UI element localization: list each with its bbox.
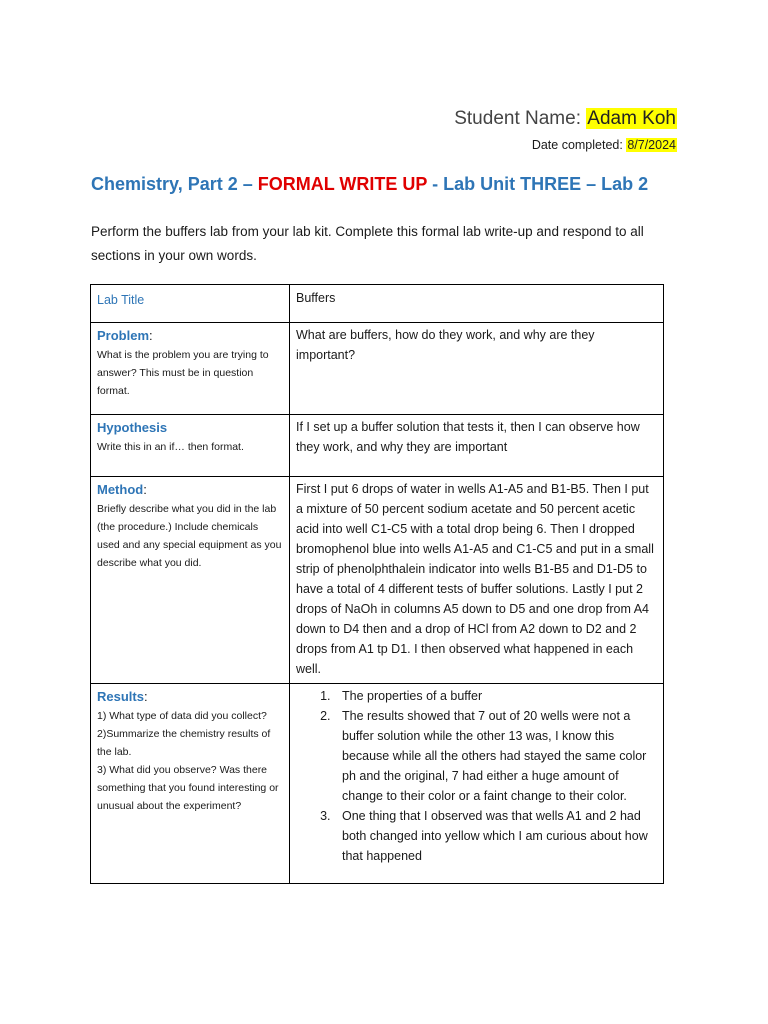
results-answer-list bbox=[296, 686, 657, 866]
hypothesis-answer-cell bbox=[290, 415, 664, 477]
problem-heading: Problem: bbox=[97, 328, 153, 343]
title-part-1: Chemistry, Part 2 – bbox=[91, 174, 258, 194]
date-completed-line bbox=[532, 138, 677, 152]
student-name-value: Adam Koh bbox=[587, 108, 676, 129]
results-heading: Results: bbox=[97, 689, 148, 704]
results-item-2: 2. The results showed that 7 out of 20 wells were not a buffer solution while the other 13 was, I know this because while all the others had stayed the same color ph and the original, 7 had either a huge amount of change to their color or a faint change to their color. bbox=[334, 706, 657, 806]
date-completed-label: Date completed: bbox=[531, 138, 623, 152]
hypothesis-label: Hypothesis bbox=[97, 420, 168, 435]
problem-label: Problem bbox=[97, 328, 150, 343]
title-part-2: FORMAL WRITE UP bbox=[257, 174, 428, 194]
row-results bbox=[91, 684, 664, 884]
method-label: Method bbox=[97, 482, 144, 497]
date-completed-value: 8/7/2024 bbox=[627, 138, 676, 152]
results-item-3: 3. One thing that I observed was that wells A1 and 2 had both changed into yellow which I am curious about how that happened bbox=[334, 806, 657, 866]
hypothesis-description: Write this in an if… then format. bbox=[97, 441, 244, 453]
problem-answer: What are buffers, how do they work, and why are they important? bbox=[296, 328, 595, 362]
lab-title-answer-cell bbox=[290, 285, 664, 323]
results-answer-cell bbox=[290, 684, 664, 884]
problem-answer-cell bbox=[290, 323, 664, 415]
title-part-3: - Lab Unit THREE – Lab 2 bbox=[427, 174, 649, 194]
method-answer: First I put 6 drops of water in wells A1-A5 and B1-B5. Then I put a mixture of 50 percent sodium acetate and 50 percent acetic acid into well C1-C5 with a total drop being 6. Then I dropped bromophenol blue into wells A1-A5 and C1-C5 and put in a small strip of phenolphthalein indicator into wells B1-B5 and D1-D5 to have a total of 4 different tests of buffer solutions. Lastly I put 2 drops of NaOh in columns A5 down to D5 and one drop from A4 down to D4 then and a drop of HCl from A2 down to D2 and 2 drops from A1 tp D1. I then observed what happened in each well. bbox=[296, 482, 654, 676]
results-item-1: 1. The properties of a buffer bbox=[334, 686, 657, 706]
results-label-cell bbox=[91, 684, 290, 884]
method-answer-cell bbox=[290, 477, 664, 684]
student-name-label: Student Name: bbox=[454, 108, 581, 129]
problem-description: What is the problem you are trying to answer? This must be in question format. bbox=[97, 349, 269, 397]
lab-title-answer: Buffers bbox=[296, 291, 336, 305]
lab-title-label: Lab Title bbox=[97, 293, 145, 307]
results-question-1: 1) What type of data did you collect? bbox=[97, 710, 267, 722]
problem-label-cell bbox=[91, 323, 290, 415]
method-label-cell bbox=[91, 477, 290, 684]
results-question-3: 3) What did you observe? Was there something that you found interesting or unusual about the experiment? bbox=[97, 764, 279, 812]
results-question-2: 2)Summarize the chemistry results of the lab. bbox=[97, 728, 271, 758]
row-lab-title bbox=[91, 285, 664, 323]
row-hypothesis bbox=[91, 415, 664, 477]
hypothesis-label-cell bbox=[91, 415, 290, 477]
method-heading: Method: bbox=[97, 482, 147, 497]
lab-title-label-cell bbox=[91, 285, 290, 323]
row-problem bbox=[91, 323, 664, 415]
results-label: Results bbox=[97, 689, 144, 704]
document-title bbox=[91, 174, 648, 195]
method-description: Briefly describe what you did in the lab (the procedure.) Include chemicals used and any special equipment as you describe what you did. bbox=[97, 503, 282, 569]
lab-writeup-table bbox=[90, 284, 664, 884]
student-name-line bbox=[454, 108, 677, 130]
results-description bbox=[97, 707, 283, 815]
row-method bbox=[91, 477, 664, 684]
intro-paragraph: Perform the buffers lab from your lab kit. Complete this formal lab write-up and respond to all sections in your own words. bbox=[91, 224, 644, 263]
hypothesis-answer: If I set up a buffer solution that tests it, then I can observe how they work, and why they are important bbox=[296, 420, 640, 454]
